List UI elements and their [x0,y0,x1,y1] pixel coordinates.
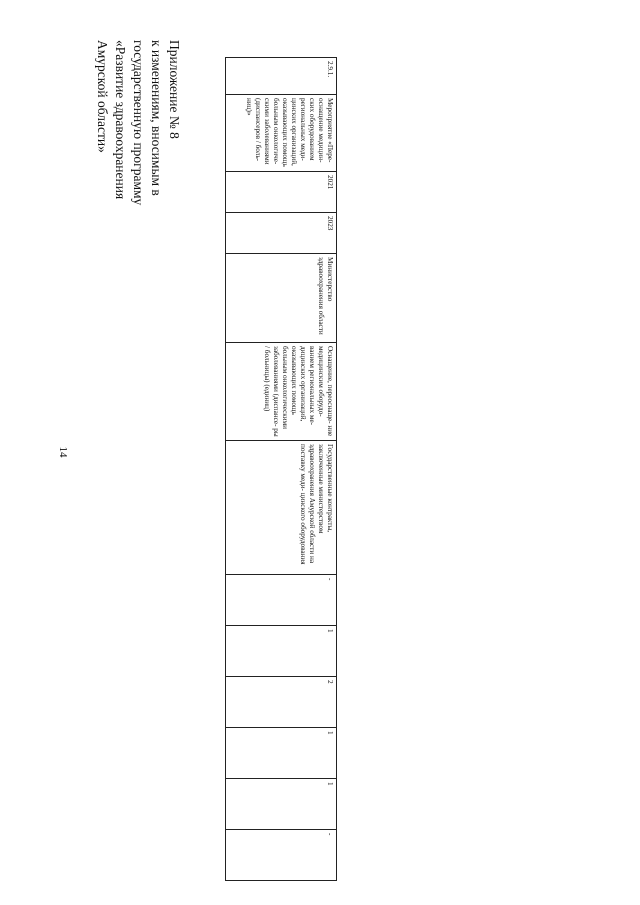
cell-value-3: 2 [226,677,337,728]
appendix-header [73,40,183,320]
table-row [226,58,337,881]
cell-year-end: 2023 [226,213,337,254]
program-table-wrapper [225,57,337,847]
cell-value-6: - [226,830,337,881]
cell-value-4: 1 [226,728,337,779]
page-number: 14 [57,446,69,458]
cell-number: 2.9.1. [226,58,337,95]
appendix-line-1: Приложение № 8 [167,40,182,139]
appendix-line-4: «Развитие здравоохранения [113,40,128,200]
cell-value-1: - [226,575,337,626]
appendix-line-2: к изменениям, вносимым в [149,40,164,196]
cell-responsible: Министерство здравоохранения области [226,254,337,343]
appendix-line-5: Амурской области» [95,40,110,153]
cell-year-start: 2021 [226,172,337,213]
cell-value-2: 1 [226,626,337,677]
cell-source: Государственные контракты, заключенные министерством здравоохранения Амурской области на поставку меди- цинского оборудования [226,441,337,575]
cell-name: Мероприятие «Пере- оснащение медицин- ских оборудованием региональных меди- цинских организаций, оказывающих помощь больным онкологиче- скими заболеваниями (диспансеров / боль- ниц)» [226,95,337,172]
cell-value-5: 1 [226,779,337,830]
program-table [225,57,337,881]
appendix-line-3: государственную программу [131,40,146,206]
cell-indicator: Оснащение, переоснаще- ние медицинским оборудо- ванием региональных ме- дицинских организаций, оказывающих помощь больным онкологическими заболеваниями (диспансе- ры / больницы) (единиц) [226,343,337,441]
